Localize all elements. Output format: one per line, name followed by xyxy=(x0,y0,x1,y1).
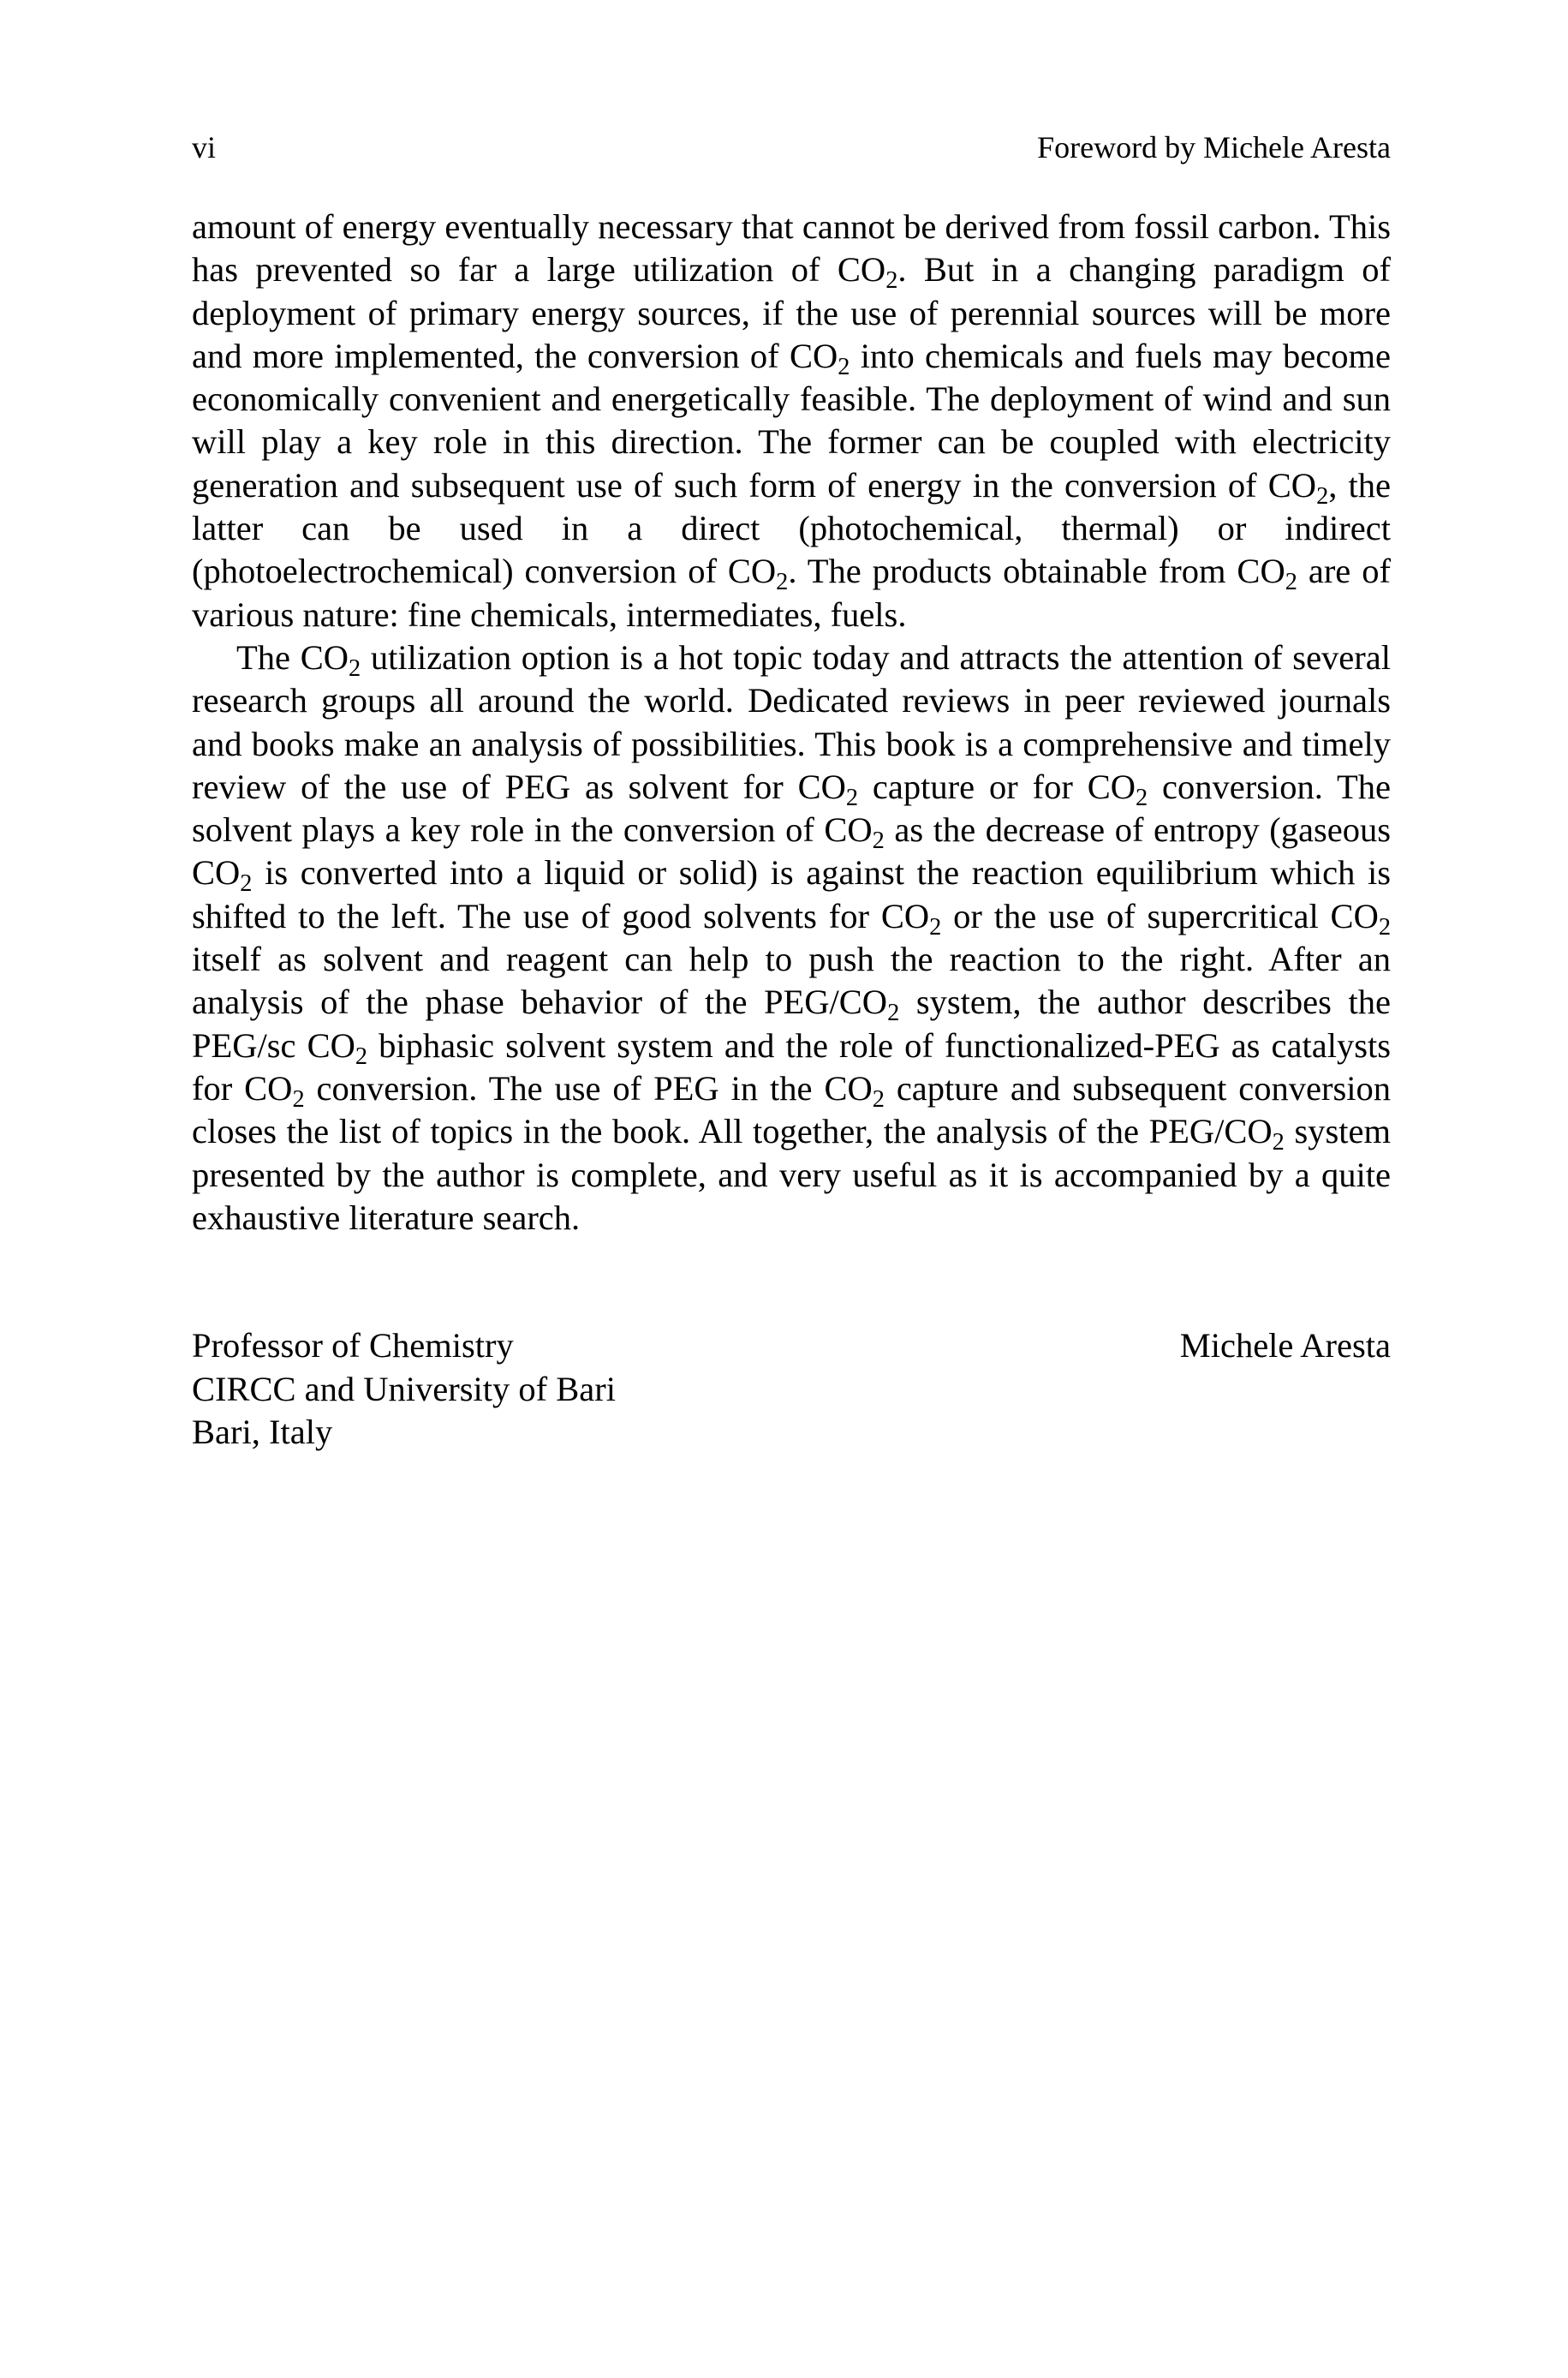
paragraph-continued: amount of energy eventually necessary that cannot be derived from fossil carbon. This has prevented so far a large utilization of $CO_2$. But in a changing paradigm of deployment of primary energy sources, if the use of perennial sources will be more and more implemented, the conversion of $CO_2$ into chemicals and fuels may become economically convenient and energetically feasible. The deployment of wind and sun will play a key role in this direction. The former can be coupled with electricity generation and subsequent use of such form of energy in the conversion of $CO_2$, the latter can be used in a direct (photochemical, thermal) or indirect (photoelectrochemical) conversion of $CO_2$. The products obtainable from $CO_2$ are of various nature: fine chemicals, intermediates, fuels. xyxy=(192,207,1392,634)
author-name: Michele Aresta xyxy=(1179,1326,1391,1365)
author-affiliation xyxy=(192,1324,616,1455)
paragraph-co2-utilization: The $CO_2$ utilization option is a hot topic today and attracts the attention of several research groups all around the world. Dedicated reviews in peer reviewed journals and books make an analysis of possibilities. This book is a comprehensive and timely review of the use of PEG as solvent for $CO_2$ capture or for $CO_2$ conversion. The solvent plays a key role in the conversion of $CO_2$ as the decrease of entropy (gaseous $CO_2$ is converted into a liquid or solid) is against the reaction equilibrium which is shifted to the left. The use of good solvents for $CO_2$ or the use of supercritical $CO_2$ itself as solvent and reagent can help to push the reaction to the right. After an analysis of the phase behavior of the PEG/$CO_2$ system, the author describes the PEG/sc $CO_2$ biphasic solvent system and the role of functionalized-PEG as catalysts for $CO_2$ conversion. The use of PEG in the $CO_2$ capture and subsequent conversion closes the list of topics in the book. All together, the analysis of the PEG/$CO_2$ system presented by the author is complete, and very useful as it is accompanied by a quite exhaustive literature search. xyxy=(192,637,1391,1237)
running-title: Foreword by Michele Aresta xyxy=(1037,130,1391,164)
running-head xyxy=(192,128,1391,166)
author-institution: CIRCC and University of Bari xyxy=(192,1369,616,1408)
page-number: vi xyxy=(192,130,217,164)
foreword-body xyxy=(192,206,1391,1240)
author-location: Bari, Italy xyxy=(192,1413,333,1451)
author-title: Professor of Chemistry xyxy=(192,1326,514,1365)
